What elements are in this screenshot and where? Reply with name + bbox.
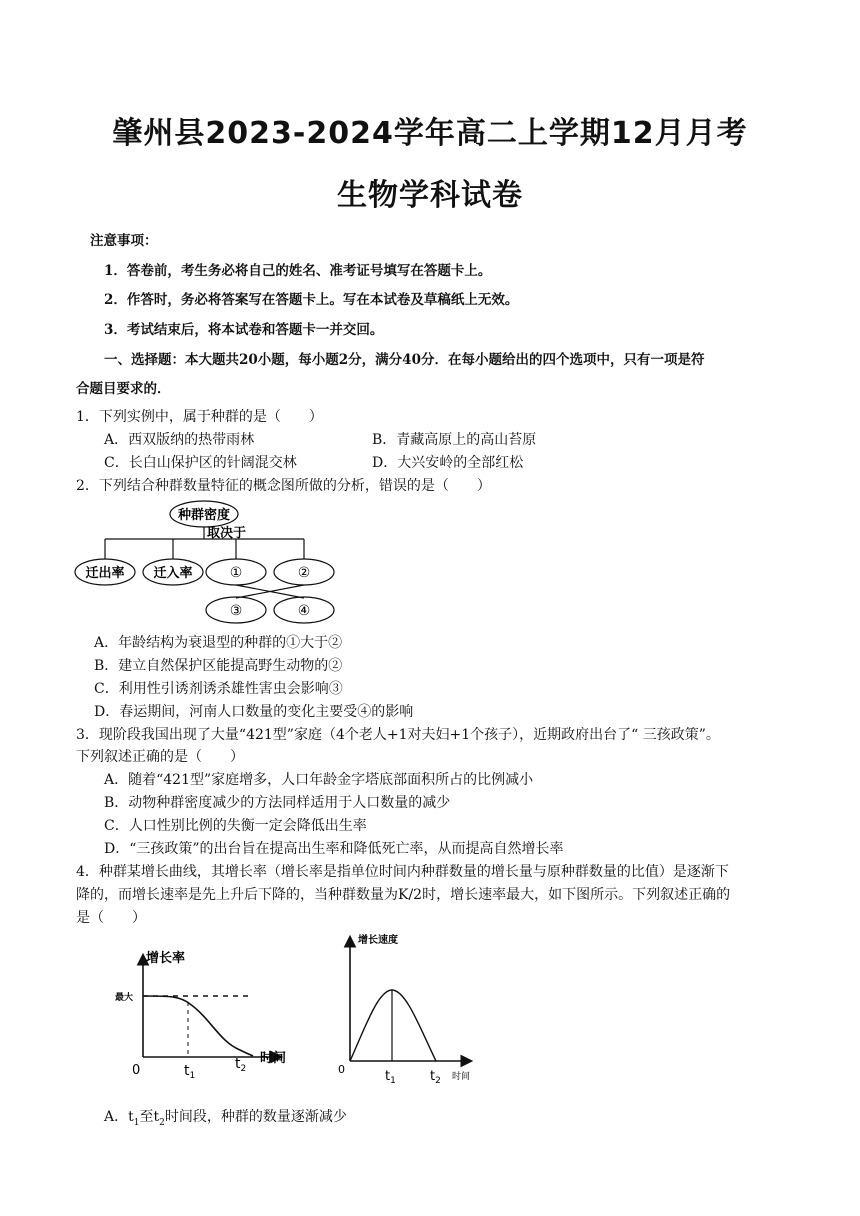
g2-ylabel: 增长速度 xyxy=(358,935,398,946)
q2-option-a: A．年龄结构为衰退型的种群的①大于② xyxy=(94,635,343,651)
notice-item-1: 1．答卷前，考生务必将自己的姓名、准考证号填写在答题卡上。 xyxy=(104,263,492,279)
diagram-depends-label: 取决于 xyxy=(207,526,247,541)
g2-origin: 0 xyxy=(338,1063,345,1076)
g1-ylabel: 增长率 xyxy=(146,951,186,966)
diagram-emigration-label: 迁出率 xyxy=(85,566,125,581)
q3-option-c: C．人口性别比例的失衡一定会降低出生率 xyxy=(104,818,367,834)
growth-rate-curve xyxy=(143,996,253,1056)
q3-option-d: D．“三孩政策”的出台旨在提高出生率和降低死亡率，从而提高自然增长率 xyxy=(104,841,564,857)
growth-speed-graph xyxy=(330,928,490,1088)
q1-option-d: D．大兴安岭的全部红松 xyxy=(372,455,524,471)
g2-xlabel: 时间 xyxy=(452,1072,471,1082)
q1-option-b: B．青藏高原上的高山苔原 xyxy=(372,432,537,448)
section-heading-line2: 合题目要求的． xyxy=(76,381,171,397)
g1-origin: 0 xyxy=(132,1063,141,1078)
q4-option-a: A．$t_1$至$t_2$时间段，种群的数量逐渐减少 xyxy=(104,1109,347,1128)
diagram-immigration-label: 迁入率 xyxy=(153,566,193,581)
q2-option-c: C．利用性引诱剂诱杀雄性害虫会影响③ xyxy=(94,681,343,697)
q3-stem-line1: 3．现阶段我国出现了大量“421型”家庭（4个老人+1对夫妇+1个孩子），近期政府出台了“ 三孩政策”。 xyxy=(76,727,720,743)
q4-stem-line1: 4．种群某增长曲线，其增长率（增长率是指单位时间内种群数量的增长量与原种群数量的比值）是逐渐下 xyxy=(76,864,729,880)
q2-option-b: B．建立自然保护区能提高野生动物的② xyxy=(94,658,343,674)
notice-item-2: 2．作答时，务必将答案写在答题卡上。写在本试卷及草稿纸上无效。 xyxy=(104,292,519,308)
paper-subtitle: 生物学科试卷 xyxy=(337,178,523,213)
paper-title: 肇州县2023-2024学年高二上学期12月月考 xyxy=(112,116,748,151)
diagram-node1-label: ① xyxy=(229,565,243,581)
g1-ytick: 最大 xyxy=(115,993,134,1003)
q2-option-d: D．春运期间，河南人口数量的变化主要受④的影响 xyxy=(94,704,414,720)
notice-heading: 注意事项： xyxy=(90,233,158,249)
q1-stem: 1．下列实例中，属于种群的是（ ） xyxy=(76,409,323,425)
g2-t2: $t_2$ xyxy=(430,1069,441,1086)
diagram-top-label: 种群密度 xyxy=(177,508,231,523)
q3-stem-line2: 下列叙述正确的是（ ） xyxy=(76,749,244,765)
diagram-node2-label: ② xyxy=(297,565,311,581)
population-concept-diagram xyxy=(70,496,370,626)
g1-t2: $t_2$ xyxy=(235,1056,247,1074)
diagram-node4-label: ④ xyxy=(297,603,311,619)
q3-option-a: A．随着“421型”家庭增多，人口年龄金字塔底部面积所占的比例减小 xyxy=(104,772,534,788)
q3-option-b: B．动物种群密度减少的方法同样适用于人口数量的减少 xyxy=(104,795,451,811)
q1-option-a: A．西双版纳的热带雨林 xyxy=(104,432,255,448)
g2-t1: $t_1$ xyxy=(385,1069,396,1086)
q4-stem-line2: 降的，而增长速率是先上升后下降的，当种群数量为K/2时，增长速率最大，如下图所示。下列叙述正确的 xyxy=(76,887,731,903)
g1-xlabel: 时间 xyxy=(260,1051,287,1066)
section-heading-line1: 一、选择题：本大题共20小题，每小题2分，满分40分．在每小题给出的四个选项中，只有一项是符 xyxy=(104,352,705,368)
growth-speed-curve xyxy=(350,990,436,1061)
notice-item-3: 3．考试结束后，将本试卷和答题卡一并交回。 xyxy=(104,322,384,338)
q2-stem: 2．下列结合种群数量特征的概念图所做的分析，错误的是（ ） xyxy=(76,478,491,494)
diagram-node3-label: ③ xyxy=(229,603,243,619)
q1-option-c: C．长白山保护区的针阔混交林 xyxy=(104,455,297,471)
growth-rate-graph xyxy=(110,940,310,1080)
q4-stem-line3: 是（ ） xyxy=(76,910,146,926)
g1-t1: $t_1$ xyxy=(184,1063,196,1080)
